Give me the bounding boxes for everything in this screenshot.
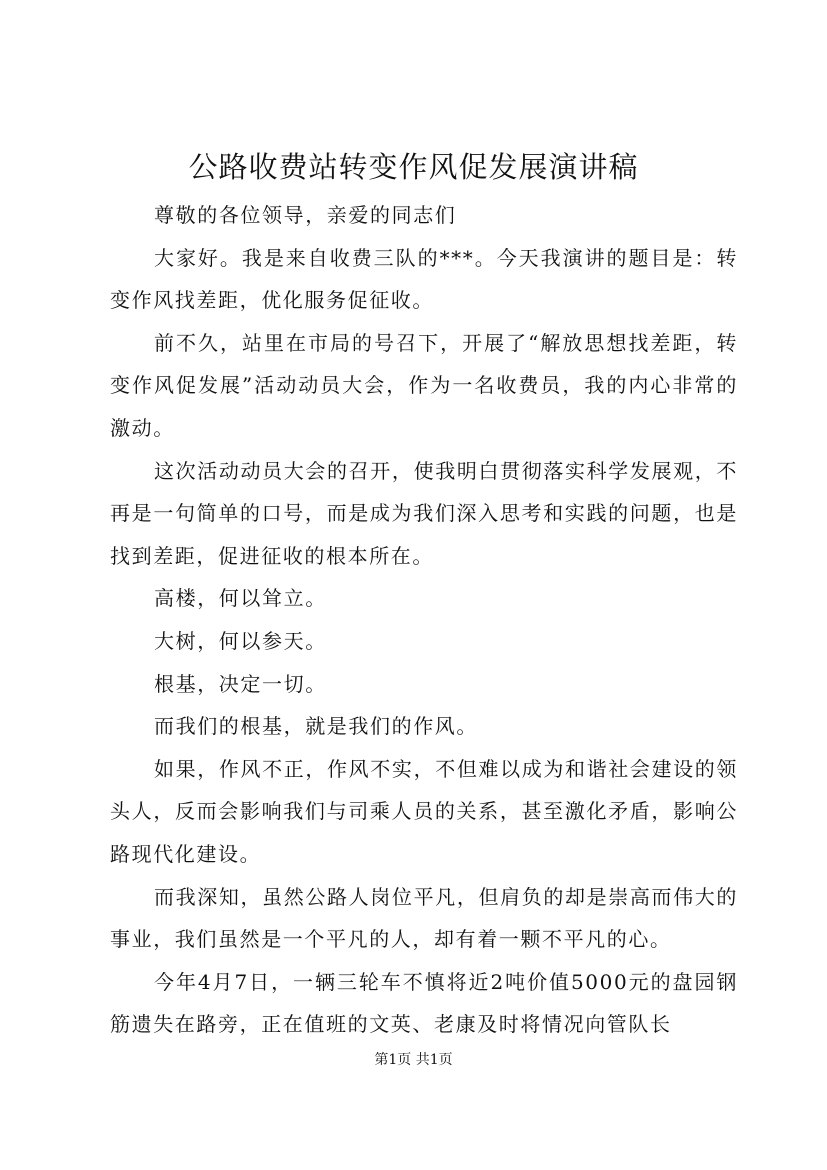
paragraph: 大家好。我是来自收费三队的***。今天我演讲的题目是：转变作风找差距，优化服务促征收。 xyxy=(110,245,738,313)
document-title: 公路收费站转变作风促发展演讲稿 xyxy=(188,150,639,184)
paragraph: 高楼，何以耸立。 xyxy=(154,586,327,611)
paragraph: 而我深知，虽然公路人岗位平凡，但肩负的却是崇高而伟大的事业，我们虽然是一个平凡的人，却有着一颗不平凡的心。 xyxy=(110,884,738,952)
page-footer: 第1页 共1页 xyxy=(374,1052,453,1068)
document-body xyxy=(110,194,738,1046)
paragraph: 这次活动动员大会的召开，使我明白贯彻落实科学发展观，不再是一句简单的口号，而是成为我们深入思考和实践的问题，也是找到差距，促进征收的根本所在。 xyxy=(110,458,738,568)
paragraph: 而我们的根基，就是我们的作风。 xyxy=(154,714,478,739)
paragraph: 今年4月7日，一辆三轮车不慎将近2吨价值5000元的盘园钢筋遗失在路旁，正在值班的文英、老康及时将情况向管队长 xyxy=(110,969,738,1037)
paragraph: 如果，作风不正，作风不实，不但难以成为和谐社会建设的领头人，反而会影响我们与司乘人员的关系，甚至激化矛盾，影响公路现代化建设。 xyxy=(110,756,738,866)
paragraph: 根基，决定一切。 xyxy=(154,671,327,696)
paragraph: 大树，何以参天。 xyxy=(154,628,327,653)
paragraph: 尊敬的各位领导，亲爱的同志们 xyxy=(154,203,457,227)
paragraph: 前不久，站里在市局的号召下，开展了“解放思想找差距，转变作风促发展”活动动员大会，作为一名收费员，我的内心非常的激动。 xyxy=(110,330,738,440)
